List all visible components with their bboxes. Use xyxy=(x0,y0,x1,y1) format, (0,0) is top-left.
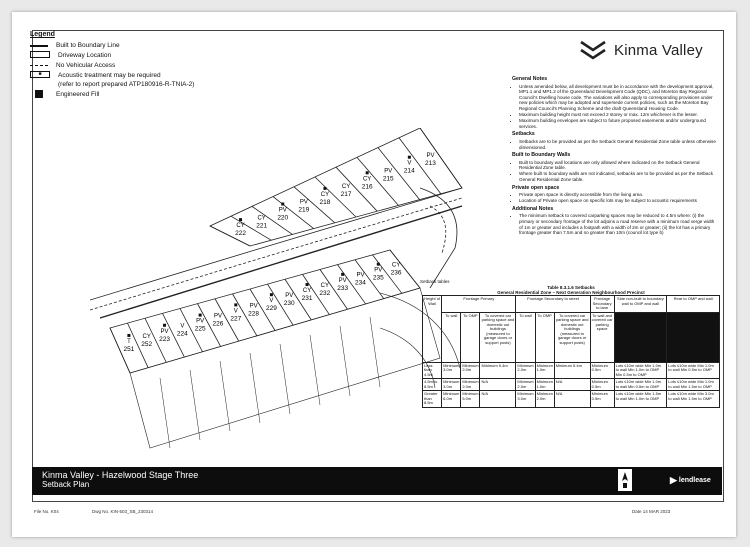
lot-type-label: V xyxy=(269,298,274,305)
lot-type-label: PV xyxy=(374,267,383,274)
table-cell-side: Lots ≤10m wide Min 1.0m to wall Min 1.0m to OMP Min 0.5m to OMP xyxy=(614,362,667,379)
table-cell-height: Less than 4.5m xyxy=(423,362,442,379)
lot-number: 252 xyxy=(141,340,153,348)
lot-type-label: PV xyxy=(213,313,222,320)
lot-number: 222 xyxy=(235,230,246,238)
table-cell-p-covered: N/A xyxy=(480,391,516,408)
th-rear: Rear to OMP and wall xyxy=(667,296,720,313)
lot-number: 226 xyxy=(212,320,224,328)
lot-number: 229 xyxy=(265,305,277,313)
table-cell-l-wall: Minimum 0.5m xyxy=(590,379,614,391)
lot-type-label: CY xyxy=(341,184,351,191)
lot-type-label: PV xyxy=(356,272,365,279)
notes-heading: Setbacks xyxy=(512,131,535,138)
legend-label: No Vehicular Access xyxy=(56,62,116,69)
lot-number: 235 xyxy=(372,274,384,282)
table-cell-p-covered: Minimum 5.4m xyxy=(480,362,516,379)
lot-number: 214 xyxy=(403,167,415,175)
acoustic-marker xyxy=(281,203,284,206)
table-cell-p-wall: Minimum 3.0m xyxy=(442,362,461,379)
th-secondary: Frontage Secondary to street xyxy=(516,296,590,313)
setback-grid xyxy=(422,295,720,408)
note-item: • The minimum setback to covered carparking spaces may be reduced to 4.5m where: (i) the primary or secondary frontage of the lot adjoins a road reserve with a minimum road verge width of 1m or greater and includes a footpath with a width of 2m or greater; (ii) the lot has a primary frontage greater than 7.5m and no greater than 10m (council lot type b) xyxy=(519,213,716,235)
table-cell-l-wall: Minimum 0.5m xyxy=(590,362,614,379)
table-subcaption: General Residential Zone – Next Generation Neighbourhood Precinct xyxy=(497,290,645,295)
acoustic-marker xyxy=(270,293,273,296)
lot-type-label: CY xyxy=(362,176,372,183)
lot-number: 251 xyxy=(123,345,135,353)
table-row xyxy=(423,391,720,408)
sub-s-wall: To wall xyxy=(516,312,535,362)
lot-type-label: CY xyxy=(320,282,330,289)
setback-tables-label: Setback tables xyxy=(420,279,450,284)
sub-s-covered: To covered car parking space and domestic out buildings (measured to garage doors or support posts) xyxy=(554,312,590,362)
lot-type-label: CY xyxy=(302,288,312,295)
table-cell-s-wall: Minimum 3.0m xyxy=(516,391,535,408)
acoustic-marker xyxy=(234,303,237,306)
rear-dark-cell xyxy=(667,312,720,362)
legend-title: Legend xyxy=(30,31,55,38)
lot-type-label: PV xyxy=(338,277,347,284)
lot-number: 220 xyxy=(277,214,289,222)
table-cell-p-omp: Minimum 2.0m xyxy=(462,379,479,389)
title-block xyxy=(32,467,722,495)
lot-number: 228 xyxy=(248,310,260,318)
lot-number: 216 xyxy=(361,183,373,191)
drawing-date: Date 14 MAR 2023 xyxy=(632,509,671,514)
site-plan xyxy=(90,128,470,468)
acoustic-marker xyxy=(239,218,242,221)
acoustic-marker xyxy=(341,273,344,276)
note-item: • Private open space is directly accessible from the living area. xyxy=(519,192,716,198)
lot-type-label: PV xyxy=(249,303,258,310)
table-cell-s-omp: Minimum 1.0m xyxy=(535,362,554,379)
table-cell-p-wall: Minimum 3.0m xyxy=(443,379,460,389)
table-cell-s-wall: Minimum 2.0m xyxy=(517,379,534,389)
project-title: Kinma Valley - Hazelwood Stage Three xyxy=(42,470,199,480)
table-row xyxy=(423,362,720,379)
lot-type-label: CY xyxy=(142,333,151,340)
acoustic-square-icon: ■ xyxy=(30,71,50,78)
lot-type-label: V xyxy=(233,308,238,315)
lot-type-label: V xyxy=(407,160,412,167)
table-cell-height: 4.5m to 8.5m xyxy=(423,379,442,391)
lot-type-label: PV xyxy=(384,168,393,175)
sub-p-omp: To OMP xyxy=(461,312,480,362)
legend-label: Acoustic treatment may be required (refer to report prepared ATP180916-R-TNIA-2) xyxy=(58,72,195,88)
th-secondary-lane: Frontage Secondary to lane xyxy=(590,296,614,313)
table-cell-p-covered: N/A xyxy=(480,379,516,391)
table-cell-side: Lots ≤10m wide Min 1.0m to wall Min 0.5m to OMP xyxy=(614,379,667,391)
table-cell-side: Lots ≤10m wide Min 1.5m to wall Min 1.0m to OMP xyxy=(614,391,667,408)
lot-number: 232 xyxy=(319,289,331,297)
drawing-number: Dwg No. KIN-503_SB_230314 xyxy=(92,509,154,514)
title-text xyxy=(42,470,198,490)
lot-type-label: PV xyxy=(285,293,294,300)
acoustic-marker xyxy=(377,263,380,266)
brand-name: Kinma Valley xyxy=(614,41,703,59)
table-caption: Table 8.3.1.6 Setbacks xyxy=(547,285,595,290)
legend-label: Engineered Fill xyxy=(56,91,100,98)
lot-number: 223 xyxy=(159,335,170,343)
lot-type-label: CY xyxy=(257,215,266,222)
table-cell-s-omp: Minimum 1.0m xyxy=(536,379,553,389)
brand-logo xyxy=(578,38,703,62)
acoustic-marker xyxy=(163,324,166,327)
lot-type-label: V xyxy=(180,323,185,330)
lot-type-label: PV xyxy=(196,318,205,325)
table-cell-l-wall: Minimum 0.5m xyxy=(590,391,614,408)
notes-heading: Additional Notes xyxy=(512,205,554,212)
note-item: • Setbacks are to be provided as per the Setback General Residential Zone table unless otherwise dimensioned. xyxy=(519,139,716,150)
acoustic-marker xyxy=(306,283,309,286)
table-cell-rear: Lots ≤10m wide Min 1.0m to wall Min 0.5m to OMP xyxy=(667,362,720,379)
lot-number: 224 xyxy=(176,330,188,338)
note-item: • Maximum building envelopes are subject to future proposed easements and/or underground services. xyxy=(519,118,716,129)
lot-number: 218 xyxy=(319,198,331,206)
th-primary: Frontage Primary xyxy=(442,296,516,313)
lot-number: 219 xyxy=(298,206,310,214)
note-item: • Where built to boundary walls are not indicated, setbacks are to be provided as per the Setback General Residential Zone table. xyxy=(519,171,716,182)
legend-label: Built to Boundary Line xyxy=(56,42,120,49)
engineered-fill-icon xyxy=(30,90,48,97)
table-cell-p-wall: Minimum 6.0m xyxy=(442,391,461,408)
legend-item xyxy=(30,51,230,60)
acoustic-marker xyxy=(323,187,326,190)
side-dark-cell xyxy=(614,312,667,362)
note-item: • Maximum building height must not exceed 2 storey or max. 12m whichever is the lesser. xyxy=(519,112,716,118)
thick-line-icon xyxy=(30,41,48,47)
lot-number: 213 xyxy=(425,159,436,167)
north-arrow-icon xyxy=(618,469,632,491)
lot-type-label: CY xyxy=(236,223,245,230)
lot-number: 217 xyxy=(340,191,352,199)
dashed-line-icon xyxy=(30,61,48,66)
acoustic-marker xyxy=(408,156,411,159)
plan-title: Setback Plan xyxy=(42,480,90,489)
legend-item xyxy=(30,71,230,89)
general-notes xyxy=(512,75,716,239)
setback-table xyxy=(422,285,720,408)
lot-number: 234 xyxy=(355,279,366,287)
sub-s-omp: To OMP xyxy=(535,312,554,362)
lendlease-logo: ▶ lendlease xyxy=(670,475,711,485)
lot-number: 231 xyxy=(301,295,313,303)
th-side: Side non-built to boundary wall to OMP and wall xyxy=(614,296,667,313)
lot-type-label: CY xyxy=(320,191,330,198)
table-cell-p-omp: Minimum 5.0m xyxy=(461,391,480,408)
lot-type-label: PV xyxy=(160,328,169,335)
driveway-box-icon xyxy=(30,51,50,58)
notes-heading: Private open space xyxy=(512,184,560,191)
acoustic-marker xyxy=(127,334,130,337)
acoustic-marker xyxy=(199,314,202,317)
lot-number: 215 xyxy=(382,175,394,183)
table-cell-s-covered: N/A xyxy=(554,379,590,391)
sub-p-covered: To covered car parking space and domestic out buildings (measured to garage doors or support posts) xyxy=(480,312,516,362)
lot-type-label: CY xyxy=(391,262,401,269)
lot-type-label: PV xyxy=(426,152,435,159)
table-cell-rear: Lots ≤10m wide Min 1.0m to wall Min 1.5m to OMP xyxy=(667,379,720,391)
table-cell-rear: Lots ≤10m wide Min 3.0m to wall Min 1.5m to OMP xyxy=(667,391,720,408)
legend-item xyxy=(30,41,230,50)
notes-heading: Built to Boundary Walls xyxy=(512,152,571,159)
lot-number: 221 xyxy=(256,222,268,230)
lot-type-label: PV xyxy=(278,207,287,214)
table-cell-height: Greater than 8.5m xyxy=(423,391,442,408)
lot-type-label: PV xyxy=(299,199,308,206)
lot-number: 230 xyxy=(283,300,295,308)
lot-type-label: T xyxy=(127,338,131,345)
notes-heading: General Notes xyxy=(512,76,548,82)
table-row xyxy=(423,379,720,391)
legend-item xyxy=(30,90,230,99)
legend-label: Driveway Location xyxy=(58,52,112,59)
table-cell-s-covered: N/A xyxy=(554,391,590,408)
note-item: • Built to boundary wall locations are only allowed where indicated on the Setback General Residential Zone table. xyxy=(519,160,716,171)
lendlease-arrow-icon: ▶ xyxy=(670,475,677,485)
lot-number: 227 xyxy=(230,315,242,323)
file-number: File No. K04 xyxy=(34,509,59,514)
note-item: • Location of Private open space on specific lots may be subject to acoustic requirements xyxy=(519,198,716,204)
acoustic-marker xyxy=(366,171,369,174)
table-cell-s-covered: Minimum 5.4m xyxy=(554,362,590,379)
table-cell-s-omp: Minimum 2.0m xyxy=(535,391,554,408)
table-cell-s-wall: Minimum 2.0m xyxy=(516,362,535,379)
lot-number: 225 xyxy=(194,325,206,333)
kinma-valley-logo-icon xyxy=(578,38,608,62)
legend xyxy=(30,30,230,100)
note-item: • Unless amended below, all development must be in accordance with the development approval, MP1.1 and MP1.2 of the Queensland Development Code (QDC), and Moreton Bay Regional Council's Dwelling house code. The variations will also apply to corresponding provisions under new policies which may be adopted and supersede current policies, such as the Moreton Bay Regional Council's Planning Scheme and the draft Queensland Housing Code. xyxy=(519,84,716,112)
lot-number: 236 xyxy=(390,269,402,277)
sub-p-wall: To wall xyxy=(442,312,461,362)
legend-item xyxy=(30,61,230,70)
table-cell-p-omp: Minimum 2.0m xyxy=(461,362,480,379)
sub-l-wall: To wall and covered car parking space xyxy=(590,312,614,362)
th-height: Height of Wall xyxy=(423,296,442,363)
lot-number: 233 xyxy=(337,284,349,292)
